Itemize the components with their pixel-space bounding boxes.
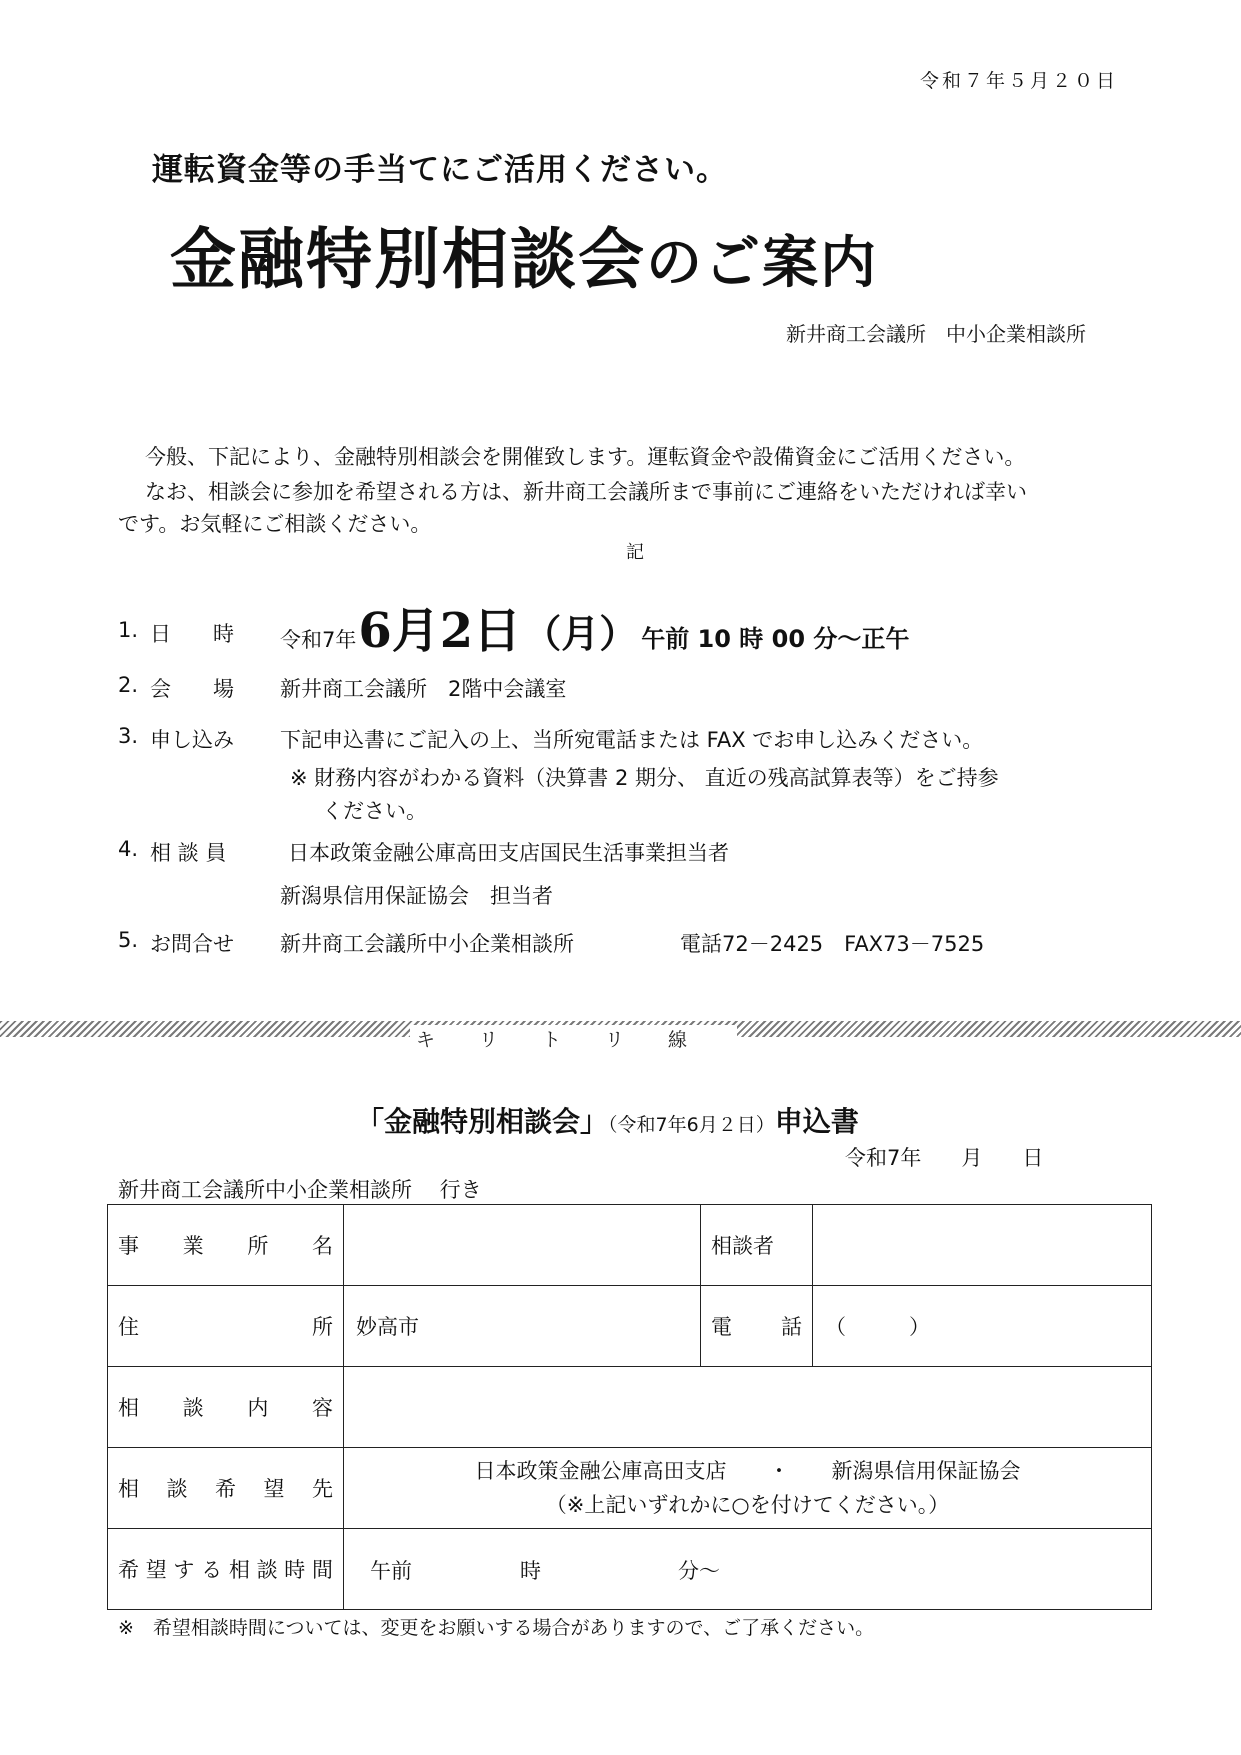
time-hour-unit: 時: [520, 1559, 541, 1583]
table-row: [108, 1529, 1152, 1610]
item-3-label: 申し込み: [150, 728, 234, 752]
ki-marker: 記: [626, 542, 644, 563]
destination-hint: （※上記いずれかに○を付けてください。）: [545, 1493, 950, 1517]
event-date-time: [280, 592, 909, 661]
consultation-content-field[interactable]: [344, 1367, 1152, 1448]
consult-destination-field[interactable]: [344, 1448, 1152, 1529]
item-4-label: 相 談 員: [150, 841, 227, 865]
consultant-name-field[interactable]: [813, 1205, 1152, 1286]
address-field[interactable]: 妙高市: [344, 1286, 701, 1367]
time-minute-unit: 分～: [678, 1559, 720, 1583]
event-weekday: （月）: [523, 611, 638, 656]
intro-line-1: 今般、下記により、金融特別相談会を開催致します。運転資金や設備資金にご活用ください。: [145, 445, 1026, 469]
form-title-tail: 申込書: [774, 1105, 859, 1138]
consultation-content-label: 相談内容: [108, 1367, 344, 1448]
table-row: [108, 1286, 1152, 1367]
apply-note-2: ください。: [322, 799, 427, 823]
event-date: 6月2日: [358, 603, 522, 659]
preferred-time-label: 希望する相談時間: [108, 1529, 344, 1610]
issue-date: 令和７年５月２０日: [920, 70, 1119, 92]
consultant-1: 日本政策金融公庫高田支店国民生活事業担当者: [288, 841, 729, 865]
form-title: [356, 1100, 859, 1140]
cut-line-label: キリトリ線: [410, 1025, 737, 1052]
phone-label: 電話: [701, 1286, 813, 1367]
item-3-number: 3.: [118, 724, 139, 748]
preferred-time-field[interactable]: [344, 1529, 1152, 1610]
subtitle: 運転資金等の手当てにご活用ください。: [152, 152, 728, 188]
contact-tel-fax: 電話72－2425 FAX73－7525: [680, 932, 985, 956]
destination-options: 日本政策金融公庫高田支店 ・ 新潟県信用保証協会: [474, 1459, 1021, 1483]
intro-line-2: なお、相談会に参加を希望される方は、新井商工会議所まで事前にご連絡をいただければ幸い: [145, 480, 1027, 504]
apply-note-1: ※ 財務内容がわかる資料（決算書 2 期分、 直近の残高試算表等）をご持参: [290, 766, 999, 790]
item-5-label: お問合せ: [150, 932, 234, 956]
business-name-field[interactable]: [344, 1205, 701, 1286]
page-title: [170, 206, 878, 301]
organizer: 新井商工会議所 中小企業相談所: [786, 322, 1086, 346]
form-title-date: （令和7年6月２日）: [608, 1114, 775, 1136]
form-title-main: 「金融特別相談会」: [356, 1105, 609, 1138]
item-1-label: 日 時: [150, 622, 234, 646]
item-5-number: 5.: [118, 928, 139, 952]
consult-destination-label: 相談希望先: [108, 1448, 344, 1529]
business-name-label: 事業所名: [108, 1205, 344, 1286]
title-main: 金融特別相談会: [170, 221, 646, 298]
form-date-day: 日: [1022, 1146, 1044, 1170]
form-date: [845, 1142, 1043, 1172]
item-1-number: 1.: [118, 618, 139, 642]
table-row: [108, 1448, 1152, 1529]
intro-line-3: です。お気軽にご相談ください。: [118, 512, 432, 536]
form-date-era: 令和7年: [845, 1146, 922, 1170]
contact-value: 新井商工会議所中小企業相談所: [280, 932, 574, 956]
event-time: 午前 10 時 00 分～正午: [641, 625, 910, 653]
address-label: 住所: [108, 1286, 344, 1367]
item-4-number: 4.: [118, 837, 139, 861]
consultant-2: 新潟県信用保証協会 担当者: [280, 884, 553, 908]
time-am: 午前: [370, 1559, 412, 1583]
consultant-name-label: 相談者: [701, 1205, 813, 1286]
application-form-table: [107, 1204, 1152, 1610]
table-row: [108, 1367, 1152, 1448]
item-2-label: 会 場: [150, 677, 234, 701]
footer-note: ※ 希望相談時間については、変更をお願いする場合がありますので、ご了承ください。: [118, 1617, 875, 1639]
venue-value: 新井商工会議所 2階中会議室: [280, 677, 567, 701]
item-2-number: 2.: [118, 673, 139, 697]
apply-value: 下記申込書にご記入の上、当所宛電話または FAX でお申し込みください。: [280, 728, 984, 752]
phone-field[interactable]: （ ）: [813, 1286, 1152, 1367]
form-destination: 新井商工会議所中小企業相談所 行き: [118, 1178, 482, 1202]
event-year: 令和7年: [280, 628, 357, 652]
title-tail: のご案内: [646, 231, 878, 296]
table-row: [108, 1205, 1152, 1286]
form-date-month: 月: [961, 1146, 983, 1170]
